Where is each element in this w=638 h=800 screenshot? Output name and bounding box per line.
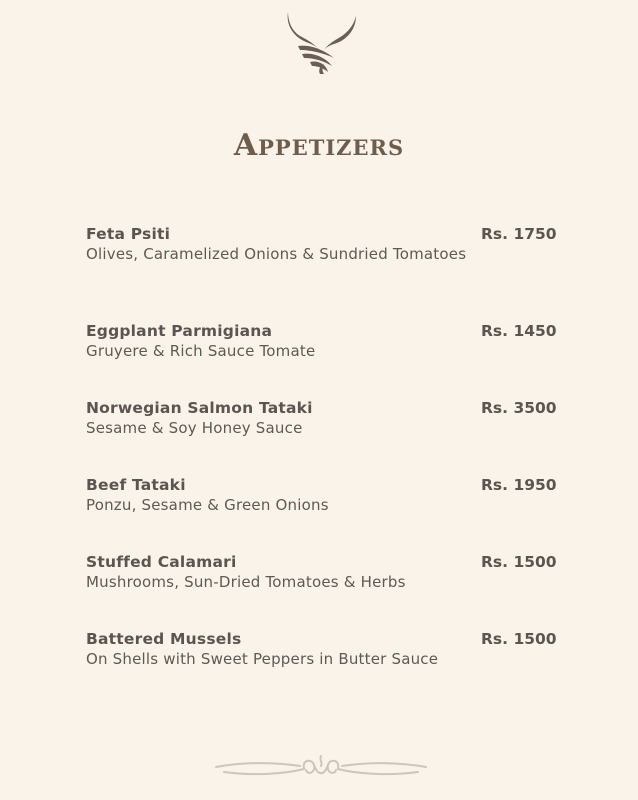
menu-item xyxy=(86,321,566,361)
section-title: Appetizers xyxy=(233,128,405,163)
menu-item xyxy=(86,398,566,438)
menu-item-description: Mushrooms, Sun-Dried Tomatoes & Herbs xyxy=(86,573,406,591)
menu-item-price: Rs. 1750 xyxy=(481,225,557,243)
bull-horns-logo-icon xyxy=(284,10,358,76)
menu-item-price: Rs. 1450 xyxy=(481,322,557,340)
menu-item-price: Rs. 1500 xyxy=(481,630,557,648)
menu-item xyxy=(86,629,566,669)
flourish-divider-icon xyxy=(214,752,428,782)
menu-item-name: Stuffed Calamari xyxy=(86,553,237,571)
menu-item-name: Beef Tataki xyxy=(86,476,186,494)
menu-item-name: Eggplant Parmigiana xyxy=(86,322,273,340)
menu-item-price: Rs. 1500 xyxy=(481,553,557,571)
menu-item-name: Feta Psiti xyxy=(86,225,171,243)
menu-item-name: Battered Mussels xyxy=(86,630,242,648)
menu-item-name: Norwegian Salmon Tataki xyxy=(86,399,313,417)
menu-item xyxy=(86,552,566,592)
menu-item-description: Ponzu, Sesame & Green Onions xyxy=(86,496,329,514)
menu-item-price: Rs. 3500 xyxy=(481,399,557,417)
menu-item xyxy=(86,224,566,264)
menu-item-description: Olives, Caramelized Onions & Sundried Tomatoes xyxy=(86,245,467,263)
menu-item xyxy=(86,475,566,515)
menu-item-description: Sesame & Soy Honey Sauce xyxy=(86,419,303,437)
menu-item-description: Gruyere & Rich Sauce Tomate xyxy=(86,342,316,360)
menu-item-price: Rs. 1950 xyxy=(481,476,557,494)
menu-item-description: On Shells with Sweet Peppers in Butter Sauce xyxy=(86,650,439,668)
